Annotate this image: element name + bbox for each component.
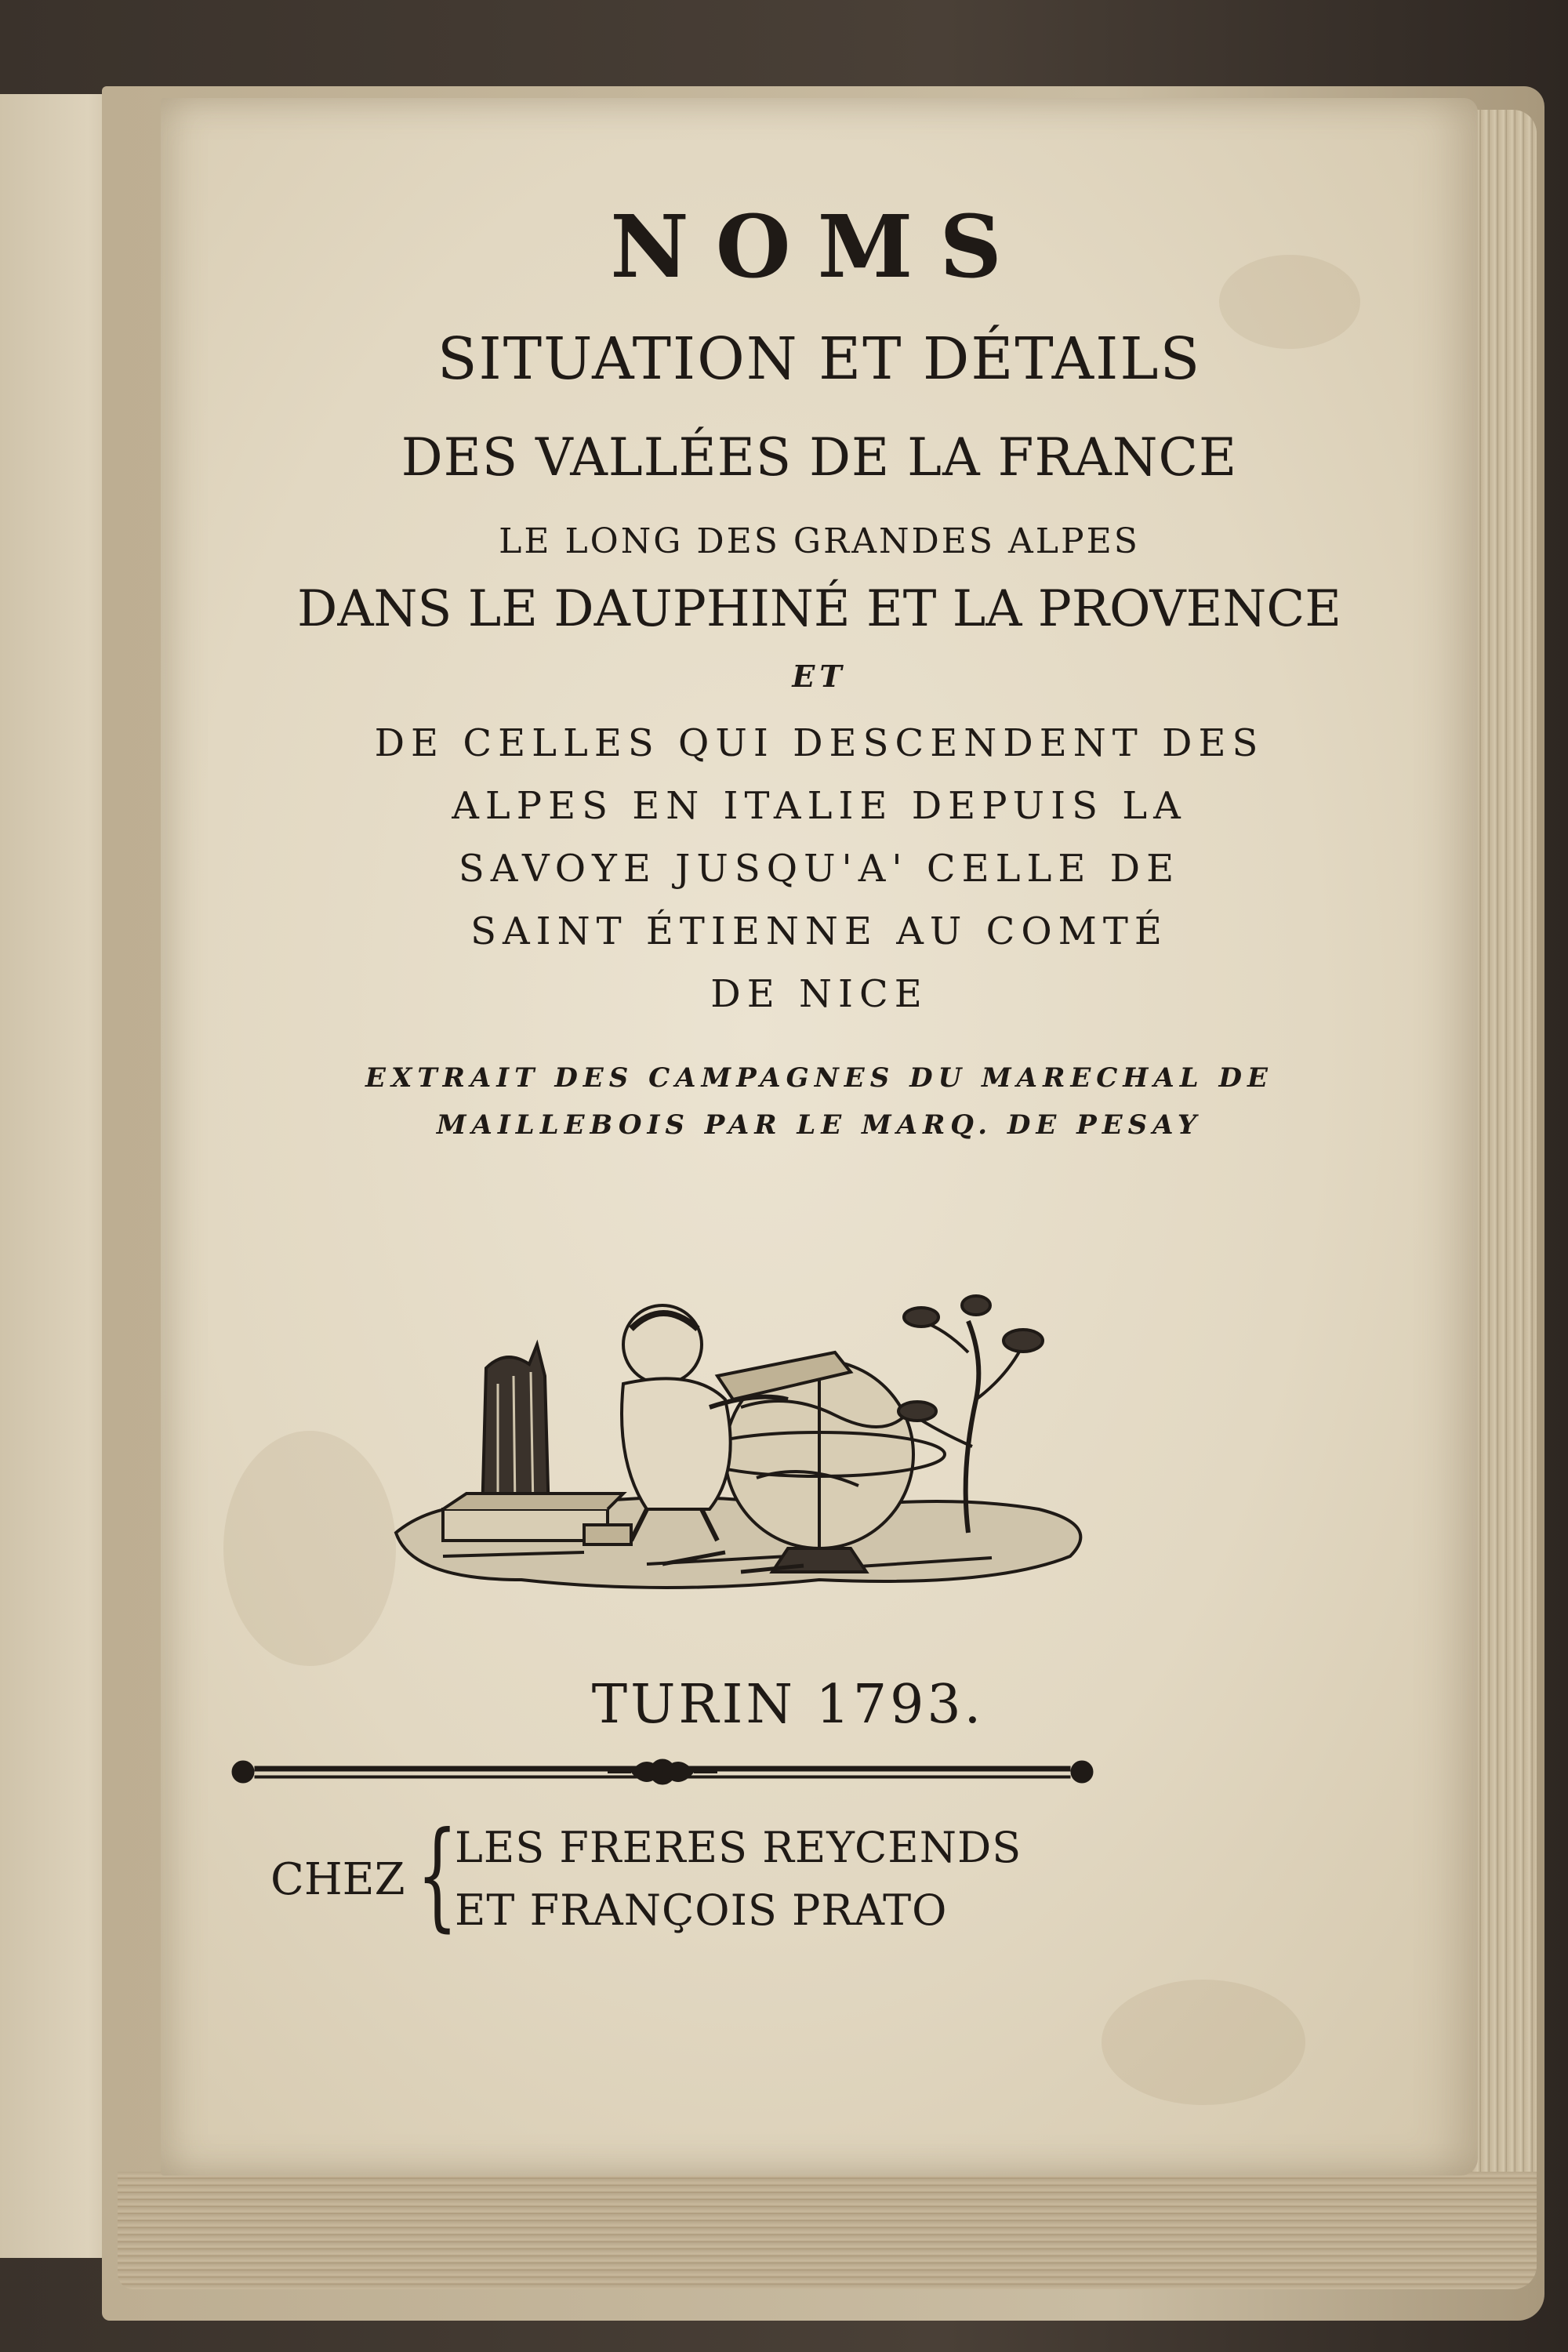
extract-line: MAILLEBOIS PAR LE MARQ. DE PESAY xyxy=(436,1109,1203,1141)
chez-label: CHEZ xyxy=(270,1854,405,1905)
book-title: NOMS xyxy=(610,196,1029,297)
subtitle-line: DES VALLÉES DE LA FRANCE xyxy=(401,427,1238,488)
subtitle-line: LE LONG DES GRANDES ALPES xyxy=(499,521,1140,561)
imprint-place-date: TURIN 1793. xyxy=(591,1674,985,1736)
body-line: SAVOYE JUSQU'A' CELLE DE xyxy=(458,847,1181,891)
publisher-name: LES FRERES REYCENDS xyxy=(455,1823,1022,1872)
page-bottom-edge xyxy=(118,2172,1537,2289)
body-line: DE CELLES QUI DESCENDENT DES xyxy=(374,721,1265,765)
subtitle-conjunction: ET xyxy=(792,659,847,694)
extract-line: EXTRAIT DES CAMPAGNES DU MARECHAL DE xyxy=(365,1062,1273,1094)
foxing-stain xyxy=(1102,1980,1305,2105)
title-page xyxy=(161,98,1478,2176)
publisher-name: ET FRANÇOIS PRATO xyxy=(455,1886,948,1935)
ornamental-rule xyxy=(223,1744,1102,1799)
brace-glyph: { xyxy=(416,1807,458,1944)
subtitle-line: SITUATION ET DÉTAILS xyxy=(437,325,1202,393)
body-line: ALPES EN ITALIE DEPUIS LA xyxy=(452,784,1187,828)
body-line: DE NICE xyxy=(710,972,928,1016)
body-line: SAINT ÉTIENNE AU COMTÉ xyxy=(470,909,1168,953)
putto-globe-vignette xyxy=(349,1274,1133,1642)
subtitle-line: DANS LE DAUPHINÉ ET LA PROVENCE xyxy=(297,580,1341,638)
publisher-block xyxy=(270,1807,1211,1956)
